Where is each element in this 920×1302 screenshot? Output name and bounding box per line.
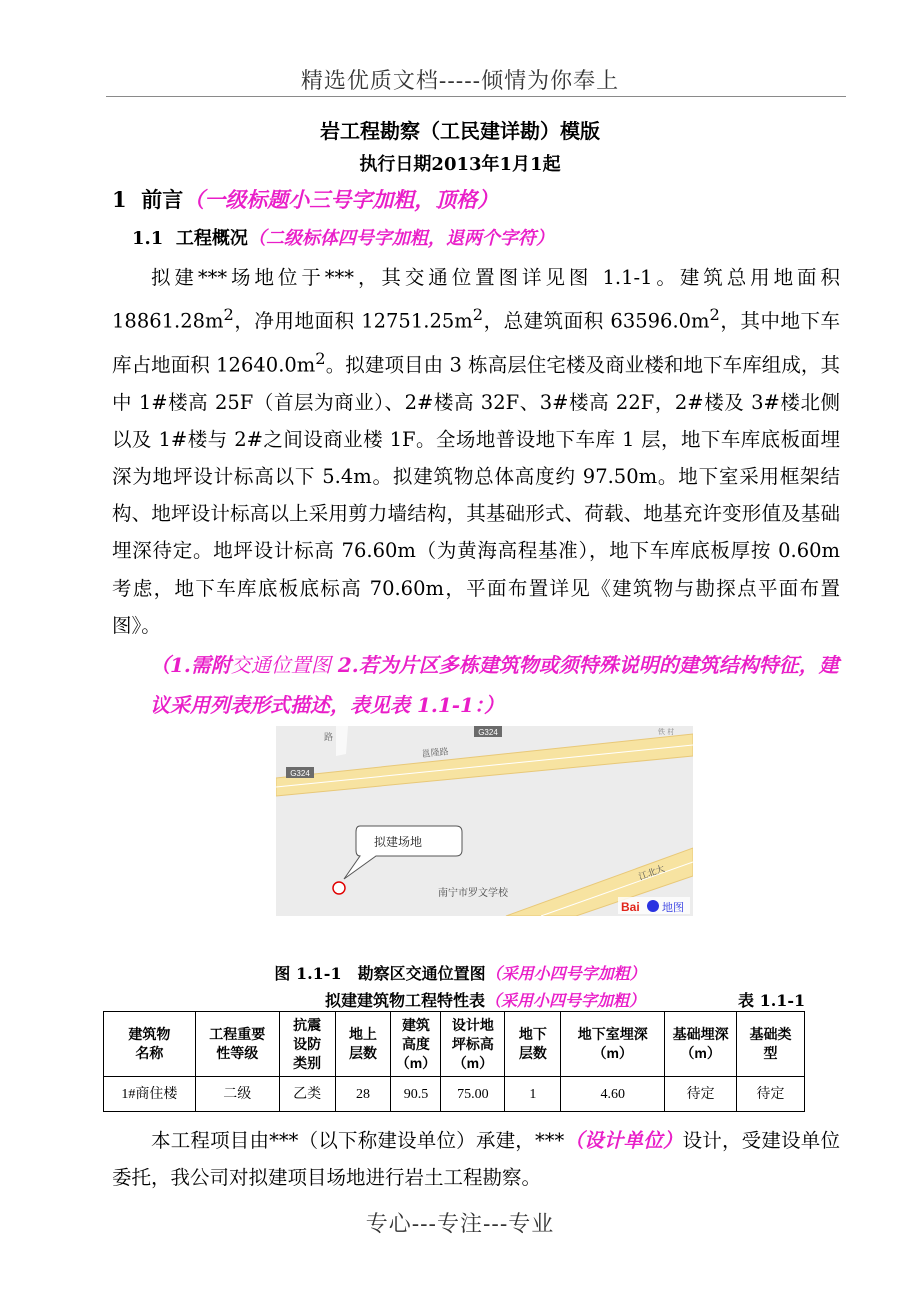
table-cell: 二级: [195, 1077, 279, 1112]
heading-1-note: （一级标题小三号字加粗，顶格）: [183, 187, 499, 212]
instruction-note: [150, 645, 850, 725]
col-header: 地下室埋深 （m）: [561, 1012, 665, 1077]
effective-date: 执行日期2013年1月1起: [359, 154, 561, 175]
para2-note: （设计单位）: [564, 1129, 683, 1152]
figure-caption-note: （采用小四号字加粗）: [485, 964, 646, 983]
right-road-label: 江北大: [637, 864, 667, 883]
table-caption-note: （采用小四号字加粗）: [485, 991, 646, 1010]
para1-s5: 。拟建项目由 3 栋高层住宅楼及商业楼和地下车库组成，其中 1#楼高 25F（首层为商业）、2#楼高 32F、3#楼高 22F，2#楼及 3#楼北侧以及 1#楼与 2#之间设商业楼 1F。全场地普设地下车库 1 层，地下车库底板面埋深为地坪设计标高以下 5.4m。拟建筑物总体高度约 97.50m。地下室采用框架结构、地坪设计标高以上采用剪力墙结构，其基础形式、荷载、地基充许变形值及基础埋深待定。地坪设计标高 76.60m（为黄海高程基准），地下车库底板厚按 0.60m 考虑，地下车库底板底标高 70.60m，平面布置详见《建筑物与勘探点平面布置图》。: [112, 353, 841, 637]
heading-1-number: 1: [112, 187, 127, 212]
table-row: [104, 1077, 805, 1112]
heading-2-number: 1.1: [132, 228, 164, 249]
g324-label-1: G324: [478, 728, 498, 737]
g324-label-2: G324: [290, 769, 310, 778]
road-name-label: 邕隆路: [421, 747, 450, 760]
sup-4: 2: [315, 348, 326, 368]
note-part-a: （1.需附: [150, 653, 231, 677]
header-rule: [106, 96, 846, 97]
sup-1: 2: [223, 305, 234, 325]
table-cell: 乙类: [279, 1077, 335, 1112]
logo-bai: Bai: [621, 900, 640, 914]
figure-caption: [0, 961, 920, 984]
col-header: 工程重要 性等级: [195, 1012, 279, 1077]
col-header: 抗震 设防 类别: [279, 1012, 335, 1077]
para1-s1: 拟建***场地位于***，其交通位置图详见图 1.1-1。建筑总用地面积 18861.28m: [112, 266, 840, 333]
col-header: 基础埋深 （m）: [665, 1012, 737, 1077]
sup-3: 2: [709, 305, 720, 325]
table-cell: 1: [505, 1077, 561, 1112]
table-caption-main: 拟建建筑物工程特性表: [325, 991, 486, 1010]
heading-1-title: 前言: [141, 187, 184, 212]
document-title: 岩工程勘察（工民建详勘）模版: [320, 119, 600, 143]
heading-2-note: （二级标体四号字加粗，退两个字符）: [247, 228, 554, 249]
para1-s2: ，净用地面积 12751.25m: [233, 309, 473, 333]
top-right-label: 铁 村: [658, 728, 675, 736]
top-left-label: 路: [324, 733, 334, 743]
traffic-location-map: [276, 726, 693, 916]
site-marker: [333, 882, 345, 894]
col-header: 设计地 坪标高 （m）: [441, 1012, 505, 1077]
building-properties-table: [103, 1011, 805, 1112]
table-cell: 75.00: [441, 1077, 505, 1112]
para1-s3: ，总建筑面积 63596.0m: [483, 309, 710, 333]
heading-2-title: 工程概况: [175, 228, 248, 249]
callout-label: 拟建场地: [374, 835, 423, 849]
school-label: 南宁市罗文学校: [438, 888, 508, 899]
col-header: 地上 层数: [335, 1012, 391, 1077]
logo-paw-icon: [647, 900, 659, 912]
table-cell: 90.5: [391, 1077, 441, 1112]
client-paragraph: [112, 1122, 840, 1196]
table-cell: 待定: [737, 1077, 805, 1112]
logo-du: 地图: [662, 901, 684, 914]
para1-s4: ，其中地下车库占地面积 12640.0m: [112, 309, 840, 377]
note-part-c: 2.若为片区多栋建筑物或须特殊说明的建筑结构特征，建议采用列表形式描述，表见表 1.1-1：）: [150, 653, 839, 717]
col-header: 基础类 型: [737, 1012, 805, 1077]
sup-2: 2: [472, 305, 484, 325]
col-header: 建筑 高度 （m）: [391, 1012, 441, 1077]
table-caption: [325, 988, 645, 1011]
para2-b: 设计，受建设单位委托，我公司对拟建项目场地进行岩土工程勘察。: [112, 1129, 840, 1190]
note-part-b: 交通位置图: [230, 653, 331, 677]
overview-paragraph: [112, 259, 840, 644]
page-footer: 专心---专注---专业: [365, 1212, 555, 1237]
table-cell: 待定: [665, 1077, 737, 1112]
map-graphic: [276, 726, 693, 916]
figure-caption-main: 图 1.1-1 勘察区交通位置图: [274, 964, 486, 983]
table-cell: 4.60: [561, 1077, 665, 1112]
para2-a: 本工程项目由***（以下称建设单位）承建，***: [151, 1129, 565, 1152]
heading-1: [112, 184, 498, 214]
col-header: 建筑物 名称: [104, 1012, 196, 1077]
page-header: 精选优质文档-----倾情为你奉上: [300, 69, 620, 94]
heading-2: [132, 224, 554, 250]
col-header: 地下 层数: [505, 1012, 561, 1077]
table-header-row: [104, 1012, 805, 1077]
table-cell: 28: [335, 1077, 391, 1112]
table-cell: 1#商住楼: [104, 1077, 196, 1112]
table-number: 表 1.1-1: [738, 991, 806, 1010]
